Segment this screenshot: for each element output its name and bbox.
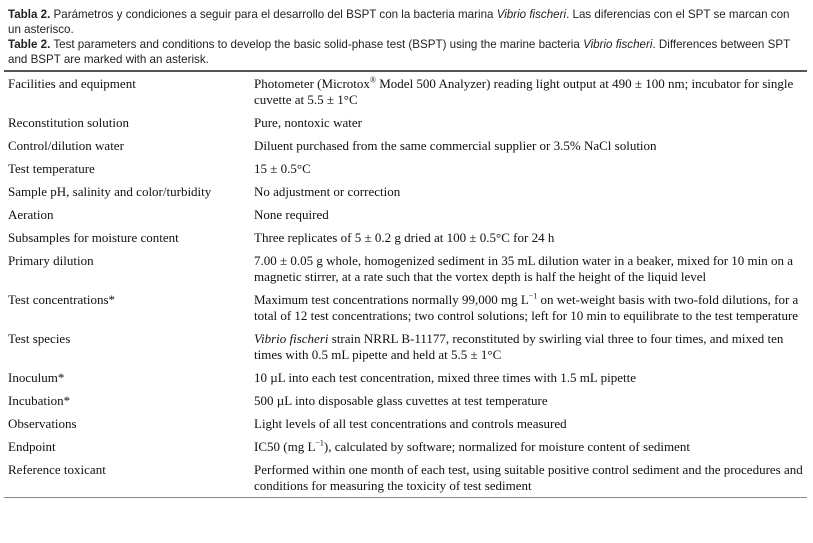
caption-english-species: Vibrio fischeri	[583, 38, 653, 51]
row-label: Facilities and equipment	[8, 76, 136, 91]
table-row	[4, 366, 807, 389]
row-value: No adjustment or correction	[254, 184, 401, 199]
registered-mark: ®	[369, 75, 376, 85]
table-row	[4, 72, 807, 111]
row-value: 7.00 ± 0.05 g whole, homogenized sediment in 35 mL dilution water in a beaker, mixed for 10 min on a magnetic stirrer, at a rate such that the vortex depth is half the height of the liquid level	[254, 253, 794, 284]
row-value	[248, 327, 807, 366]
row-label: Primary dilution	[8, 253, 94, 268]
row-value	[248, 288, 807, 327]
row-label: Endpoint	[8, 439, 56, 454]
table-bottom-rule	[4, 497, 807, 498]
table-row	[4, 157, 807, 180]
row-value-part: on wet-weight basis with two-fold dilutions, for a total of 12 test concentrations; two control solutions; left for 10 min to equilibrate to the test temperature	[254, 292, 799, 323]
row-label: Observations	[8, 416, 77, 431]
row-value: Performed within one month of each test, using suitable positive control sediment and the procedures and conditions for measuring the toxicity of test sediment	[254, 462, 803, 493]
row-value-part: strain NRRL B-11177, reconstituted by swirling vial three to four times, and mixed ten times with 0.5 mL pipette and held at 5.5 ± 1°C	[254, 331, 784, 362]
row-value: 15 ± 0.5°C	[254, 161, 311, 176]
row-value: 10 µL into each test concentration, mixed three times with 1.5 mL pipette	[254, 370, 636, 385]
caption-spanish	[8, 7, 803, 37]
row-value-part: Maximum test concentrations normally 99,000 mg L	[254, 292, 529, 307]
row-value: Diluent purchased from the same commercial supplier or 3.5% NaCl solution	[254, 138, 657, 153]
row-label: Test concentrations*	[8, 292, 116, 307]
row-value: Light levels of all test concentrations and controls measured	[254, 416, 567, 431]
document-page	[4, 4, 807, 498]
row-label: Subsamples for moisture content	[8, 230, 179, 245]
table-row	[4, 180, 807, 203]
row-label: Incubation*	[8, 393, 71, 408]
row-label: Sample pH, salinity and color/turbidity	[8, 184, 212, 199]
caption-english-text-1: Test parameters and conditions to develop the basic solid-phase test (BSPT) using the marine bacteria	[50, 38, 584, 51]
table-caption	[4, 4, 807, 67]
row-value: Three replicates of 5 ± 0.2 g dried at 100 ± 0.5°C for 24 h	[254, 230, 555, 245]
table-row	[4, 226, 807, 249]
row-label: Inoculum*	[8, 370, 65, 385]
row-label: Reconstitution solution	[8, 115, 129, 130]
row-label: Reference toxicant	[8, 462, 106, 477]
row-value	[248, 435, 807, 458]
species-name: Vibrio fischeri	[254, 331, 329, 346]
table-row	[4, 435, 807, 458]
row-label: Test species	[8, 331, 71, 346]
exponent: −1	[528, 291, 538, 301]
table-row	[4, 327, 807, 366]
caption-english	[8, 37, 803, 67]
row-value: None required	[254, 207, 329, 222]
row-value: 500 µL into disposable glass cuvettes at test temperature	[254, 393, 548, 408]
table-row	[4, 249, 807, 288]
table-row	[4, 134, 807, 157]
table-row	[4, 389, 807, 412]
row-value-part: ), calculated by software; normalized for moisture content of sediment	[323, 439, 690, 454]
table-row	[4, 412, 807, 435]
table-row	[4, 458, 807, 497]
row-value: Pure, nontoxic water	[254, 115, 362, 130]
row-label: Test temperature	[8, 161, 95, 176]
table-row	[4, 111, 807, 134]
table-row	[4, 288, 807, 327]
caption-english-text-2: . Differences between SPT and BSPT are marked with an asterisk.	[8, 38, 790, 66]
row-value-part: Photometer (Microtox	[254, 76, 370, 91]
caption-english-label: Table 2.	[8, 38, 51, 51]
row-value	[248, 72, 807, 111]
caption-spanish-text-2: . Las diferencias con el SPT se marcan con un asterisco.	[8, 8, 790, 36]
row-label: Aeration	[8, 207, 54, 222]
caption-spanish-text-1: Parámetros y condiciones a seguir para el desarrollo del BSPT con la bacteria marina	[50, 8, 497, 21]
table-row	[4, 203, 807, 226]
parameters-table	[4, 72, 807, 497]
row-value-part: Model 500 Analyzer) reading light output at 490 ± 100 nm; incubator for single cuvette at 5.5 ± 1°C	[254, 76, 794, 107]
row-value-part: IC50 (mg L	[254, 439, 316, 454]
caption-spanish-species: Vibrio fischeri	[496, 8, 567, 21]
exponent: −1	[315, 438, 324, 448]
caption-spanish-label: Tabla 2.	[8, 8, 51, 21]
row-label: Control/dilution water	[8, 138, 124, 153]
